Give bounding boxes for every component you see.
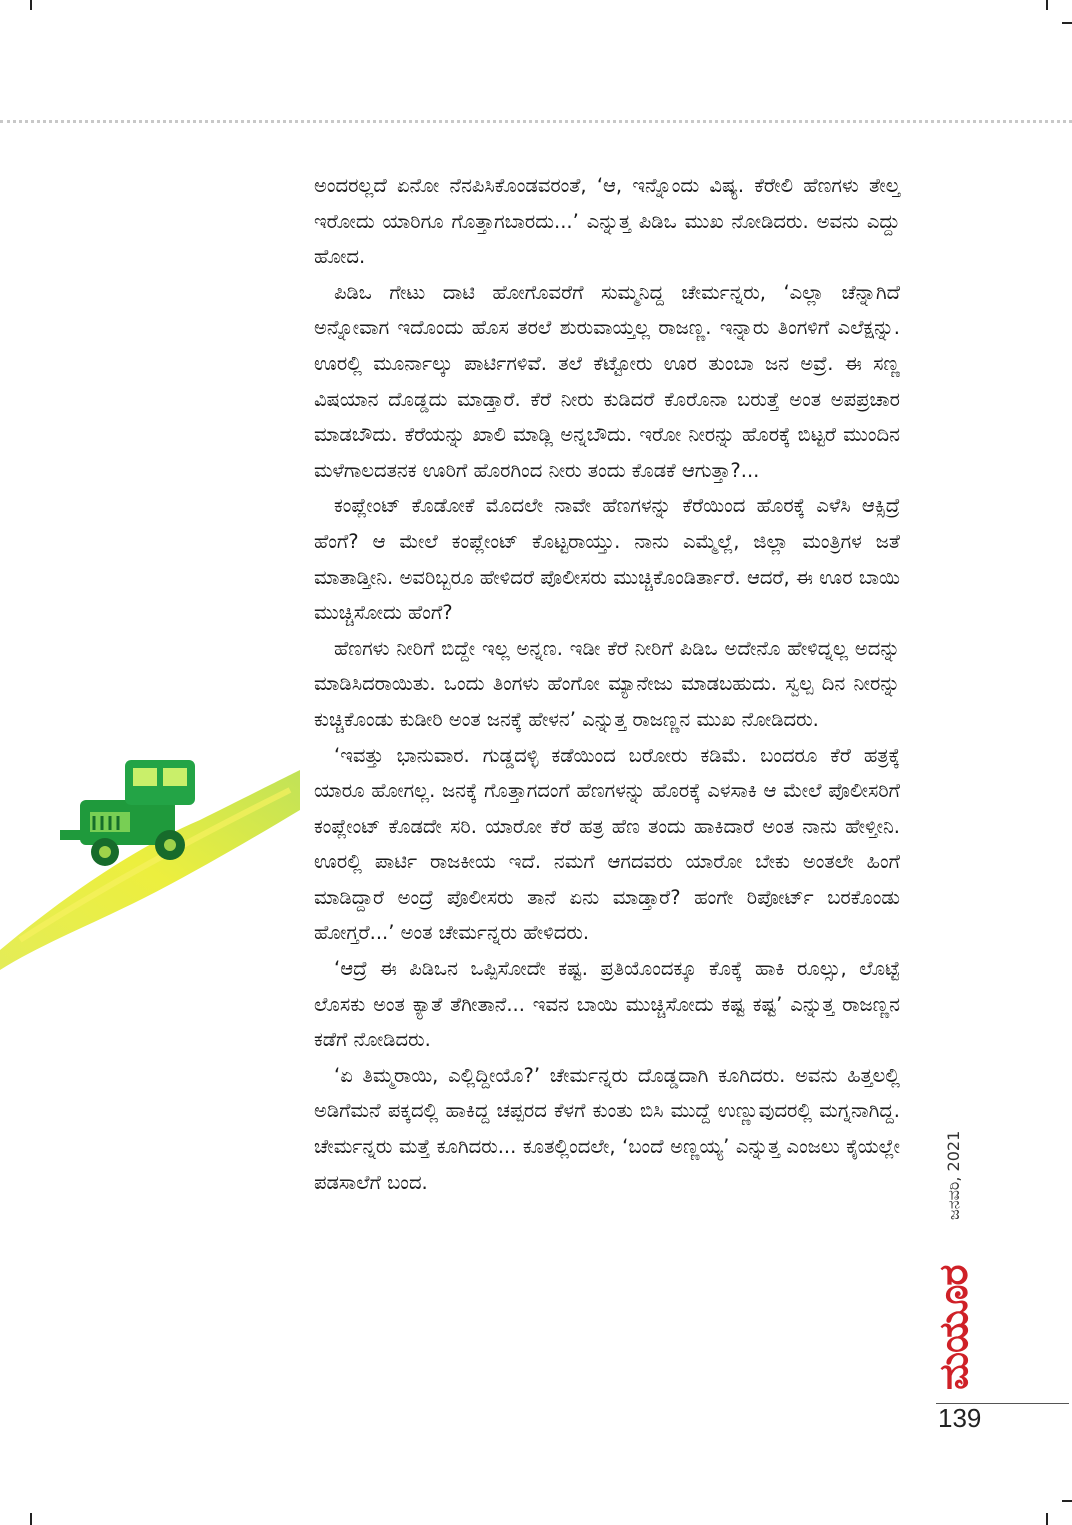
paragraph-3: ಕಂಪ್ಲೇಂಟ್ ಕೊಡೋಕೆ ಮೊದಲೇ ನಾವೇ ಹೆಣಗಳನ್ನು ಕೆರೆಯಿಂದ ಹೊರಕ್ಕೆ ಎಳೆಸಿ ಆಕ್ಸಿದ್ರೆ ಹೆಂಗೆ? ಆ ಮೇಲೆ ಕಂಪ್ಲೇಂಟ್ ಕೊಟ್ಟರಾಯ್ತು. ನಾನು ಎಮ್ಮೆಲ್ಲೆ, ಜಿಲ್ಲಾ ಮಂತ್ರಿಗಳ ಜತೆ ಮಾತಾಡ್ತೀನಿ. ಅವರಿಬ್ಬರೂ ಹೇಳಿದರೆ ಪೊಲೀಸರು ಮುಚ್ಚಿಕೊಂಡಿರ್ತಾರೆ. ಆದರೆ, ಈ ಊರ ಬಾಯಿ ಮುಚ್ಚಿಸೋದು ಹೆಂಗೆ? — [314, 494, 900, 625]
paragraph-7: ‘ಏ ತಿಮ್ಮರಾಯಿ, ಎಲ್ಲಿದ್ದೀಯೊ?’ ಚೇರ್ಮನ್ನರು ದೊಡ್ಡದಾಗಿ ಕೂಗಿದರು. ಅವನು ಹಿತ್ತಲಲ್ಲಿ ಅಡಿಗೆಮನೆ ಪಕ್ಕದಲ್ಲಿ ಹಾಕಿದ್ದ ಚಪ್ಪರದ ಕೆಳಗೆ ಕುಂತು ಬಿಸಿ ಮುದ್ದೆ ಉಣ್ಣುವುದರಲ್ಲಿ ಮಗ್ನನಾಗಿದ್ದ. ಚೇರ್ಮನ್ನರು ಮತ್ತೆ ಕೂಗಿದರು... ಕೂತಲ್ಲಿಂದಲೇ, ‘ಬಂದೆ ಅಣ್ಣಯ್ಯ’ ಎನ್ನುತ್ತ ಎಂಜಲು ಕೈಯಲ್ಲೇ ಪಡಸಾಲೆಗೆ ಬಂದ. — [314, 1063, 900, 1194]
paragraph-1: ಅಂದರಲ್ಲದೆ ಏನೋ ನೆನಪಿಸಿಕೊಂಡವರಂತೆ, ‘ಆ, ಇನ್ನೊಂದು ವಿಷ್ಯ. ಕೆರೇಲಿ ಹೆಣಗಳು ತೇಲ್ತ ಇರೋದು ಯಾರಿಗೂ ಗೊತ್ತಾಗಬಾರದು...’ ಎನ್ನುತ್ತ ಪಿಡಿಒ ಮುಖ ನೋಡಿದರು. ಅವನು ಎದ್ದು ಹೋದ. — [314, 174, 900, 269]
crop-mark-right-lower — [1062, 1500, 1072, 1502]
magazine-masthead: ಮಯೂರ — [931, 1265, 977, 1390]
paragraph-4: ಹೆಣಗಳು ನೀರಿಗೆ ಬಿದ್ದೇ ಇಲ್ಲ ಅನ್ನಣ. ಇಡೀ ಕೆರೆ ನೀರಿಗೆ ಪಿಡಿಒ ಅದೇನೊ ಹೇಳಿದ್ನಲ್ಲ ಅದನ್ನು ಮಾಡಿಸಿದರಾಯಿತು. ಒಂದು ತಿಂಗಳು ಹೆಂಗೋ ಮ್ಯಾನೇಜು ಮಾಡಬಹುದು. ಸ್ವಲ್ಪ ದಿನ ನೀರನ್ನು ಕುಚ್ಚಿಕೊಂಡು ಕುಡೀರಿ ಅಂತ ಜನಕ್ಕೆ ಹೇಳನ’ ಎನ್ನುತ್ತ ರಾಜಣ್ಣನ ಮುಖ ನೋಡಿದರು. — [314, 636, 900, 731]
crop-mark-right-upper — [1062, 22, 1072, 24]
paragraph-2: ಪಿಡಿಒ ಗೇಟು ದಾಟಿ ಹೋಗೊವರೆಗೆ ಸುಮ್ಮನಿದ್ದ ಚೇರ್ಮನ್ನರು, ‘ಎಲ್ಲಾ ಚೆನ್ನಾಗಿದೆ ಅನ್ನೋವಾಗ ಇದೊಂದು ಹೊಸ ತರಲೆ ಶುರುವಾಯ್ತಲ್ಲ ರಾಜಣ್ಣ. ಇನ್ನಾರು ತಿಂಗಳಿಗೆ ಎಲೆಕ್ಷನ್ನು. ಊರಲ್ಲಿ ಮೂರ್ನಾಲ್ಕು ಪಾರ್ಟಿಗಳಿವೆ. ತಲೆ ಕೆಟ್ಟೋರು ಊರ ತುಂಬಾ ಜನ ಅವ್ರೆ. ಈ ಸಣ್ಣ ವಿಷಯಾನ ದೊಡ್ಡದು ಮಾಡ್ತಾರೆ. ಕೆರೆ ನೀರು ಕುಡಿದರೆ ಕೊರೊನಾ ಬರುತ್ತೆ ಅಂತ ಅಪಪ್ರಚಾರ ಮಾಡಬೌದು. ಕೆರೆಯನ್ನು ಖಾಲಿ ಮಾಡ್ಲಿ ಅನ್ನಬೌದು. ಇರೋ ನೀರನ್ನು ಹೊರಕ್ಕೆ ಬಿಟ್ಟರೆ ಮುಂದಿನ ಮಳೆಗಾಲದತನಕ ಊರಿಗೆ ಹೊರಗಿಂದ ನೀರು ತಂದು ಕೊಡಕೆ ಆಗುತ್ತಾ?... — [314, 280, 900, 482]
jeep-icon — [60, 760, 195, 866]
jeep-illustration — [0, 700, 300, 970]
header-dotted-rule — [0, 120, 1072, 123]
page-number: 139 — [938, 1403, 982, 1433]
article-body — [314, 168, 900, 1200]
crop-mark-bottom-left — [30, 1513, 32, 1525]
crop-mark-top-left — [30, 0, 32, 10]
crop-mark-bottom-right — [1046, 1513, 1048, 1525]
crop-mark-top-right — [1046, 0, 1048, 10]
paragraph-6: ‘ಆದ್ರೆ ಈ ಪಿಡಿಒನ ಒಪ್ಪಿಸೋದೇ ಕಷ್ಟ. ಪ್ರತಿಯೊಂದಕ್ಕೂ ಕೊಕ್ಕೆ ಹಾಕಿ ರೂಲ್ಸು, ಲೊಟ್ಟೆ ಲೊಸಕು ಅಂತ ಕ್ಯಾತೆ ತೆಗೀತಾನೆ... ಇವನ ಬಾಯಿ ಮುಚ್ಚಿಸೋದು ಕಷ್ಟ ಕಷ್ಟ’ ಎನ್ನುತ್ತ ರಾಜಣ್ಣನ ಕಡೆಗೆ ನೋಡಿದರು. — [314, 957, 900, 1052]
paragraph-5: ‘ಇವತ್ತು ಭಾನುವಾರ. ಗುಡ್ಡದಳ್ಳಿ ಕಡೆಯಿಂದ ಬರೋರು ಕಡಿಮೆ. ಬಂದರೂ ಕೆರೆ ಹತ್ರಕ್ಕೆ ಯಾರೂ ಹೋಗಲ್ಲ. ಜನಕ್ಕೆ ಗೊತ್ತಾಗದಂಗೆ ಹೆಣಗಳನ್ನು ಹೊರಕ್ಕೆ ಎಳಸಾಕಿ ಆ ಮೇಲೆ ಪೊಲೀಸರಿಗೆ ಕಂಪ್ಲೇಂಟ್ ಕೊಡದೇ ಸರಿ. ಯಾರೋ ಕೆರೆ ಹತ್ರ ಹೆಣ ತಂದು ಹಾಕಿದಾರೆ ಅಂತ ನಾನು ಹೇಳ್ತೀನಿ. ಊರಲ್ಲಿ ಪಾರ್ಟಿ ರಾಜಕೀಯ ಇದೆ. ನಮಗೆ ಆಗದವರು ಯಾರೋ ಬೇಕು ಅಂತಲೇ ಹಿಂಗೆ ಮಾಡಿದ್ದಾರೆ ಅಂದ್ರೆ ಪೊಲೀಸರು ತಾನೆ ಏನು ಮಾಡ್ತಾರೆ? ಹಂಗೇ ರಿಪೋರ್ಟ್ ಬರಕೊಂಡು ಹೋಗ್ತರೆ...’ ಅಂತ ಚೇರ್ಮನ್ನರು ಹೇಳಿದರು. — [314, 743, 900, 945]
